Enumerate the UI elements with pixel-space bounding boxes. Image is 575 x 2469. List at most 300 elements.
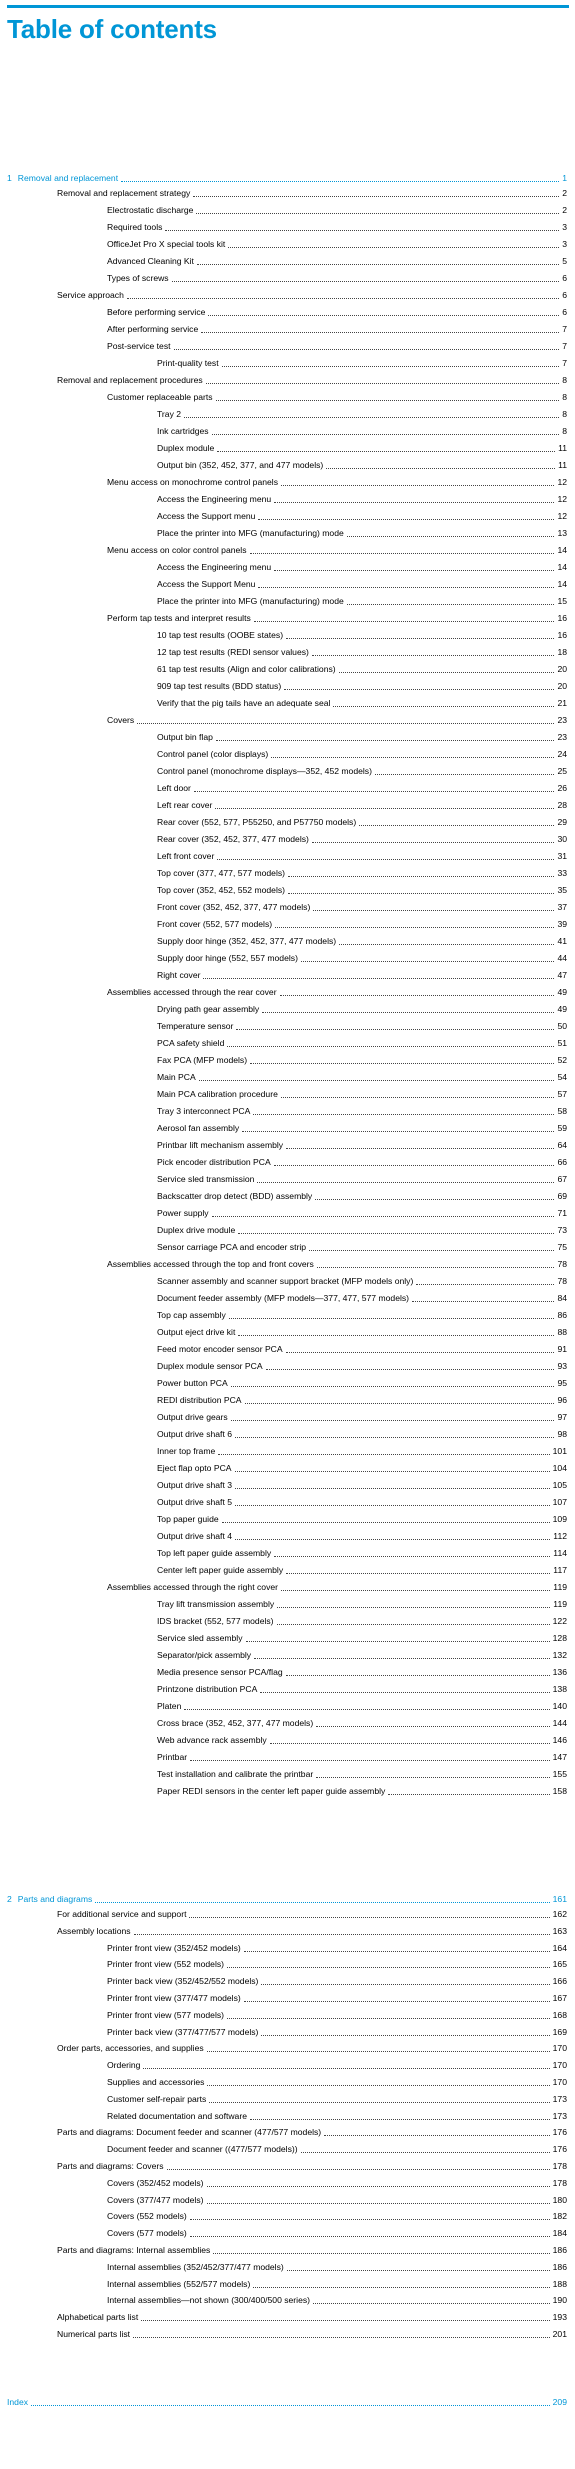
toc-page-number[interactable]: 41: [557, 936, 567, 946]
toc-entry[interactable]: [0, 765, 575, 777]
toc-entry-title[interactable]: Advanced Cleaning Kit: [107, 256, 194, 266]
toc-page-number[interactable]: 20: [557, 664, 567, 674]
toc-entry-title[interactable]: Covers (577 models): [107, 2228, 187, 2239]
toc-entry-title[interactable]: Aerosol fan assembly: [157, 1123, 240, 1133]
toc-page-number[interactable]: 75: [557, 1242, 567, 1252]
toc-entry-title[interactable]: Paper REDI sensors in the center left paper guide assembly: [157, 1786, 386, 1796]
toc-entry-title[interactable]: Access the Support menu: [157, 511, 256, 521]
toc-entry[interactable]: [0, 2227, 575, 2239]
toc-page-number[interactable]: 117: [553, 1565, 567, 1575]
toc-page-number[interactable]: 14: [557, 579, 567, 589]
toc-entry[interactable]: [0, 561, 575, 573]
toc-entry[interactable]: [0, 1564, 575, 1576]
toc-entry[interactable]: [0, 2059, 575, 2071]
toc-entry[interactable]: [0, 442, 575, 454]
toc-entry[interactable]: [0, 833, 575, 845]
toc-entry-title[interactable]: Required tools: [107, 222, 163, 232]
toc-page-number[interactable]: 163: [552, 1925, 567, 1936]
toc-entry[interactable]: [0, 306, 575, 318]
toc-entry-title[interactable]: Covers (552 models): [107, 2211, 187, 2222]
toc-entry-title[interactable]: Verify that the pig tails have an adequate seal: [157, 698, 331, 708]
toc-entry-title[interactable]: Before performing service: [107, 307, 206, 317]
toc-entry-title[interactable]: Service sled assembly: [157, 1633, 243, 1643]
toc-entry-title[interactable]: After performing service: [107, 324, 199, 334]
toc-entry-title[interactable]: Removal and replacement procedures: [57, 375, 203, 385]
toc-page-number[interactable]: 7: [562, 358, 567, 368]
toc-page-number[interactable]: 184: [552, 2228, 567, 2239]
toc-page-number[interactable]: 52: [557, 1055, 567, 1065]
toc-entry-title[interactable]: Top cover (352, 452, 552 models): [157, 885, 286, 895]
toc-page-number[interactable]: 13: [557, 528, 567, 538]
toc-page-number[interactable]: 209: [552, 2397, 567, 2407]
toc-entry-title[interactable]: Output drive shaft 5: [157, 1497, 232, 1507]
toc-page-number[interactable]: 58: [557, 1106, 567, 1116]
toc-entry[interactable]: [0, 578, 575, 590]
toc-entry[interactable]: [0, 884, 575, 896]
toc-page-number[interactable]: 104: [552, 1463, 567, 1473]
toc-entry[interactable]: [0, 2093, 575, 2105]
toc-entry[interactable]: [0, 2076, 575, 2088]
toc-entry-title[interactable]: Parts and diagrams: Internal assemblies: [57, 2245, 211, 2255]
toc-page-number[interactable]: 18: [557, 647, 567, 657]
toc-page-number[interactable]: 144: [552, 1718, 567, 1728]
toc-page-number[interactable]: 170: [552, 2077, 567, 2087]
toc-entry-title[interactable]: Left door: [157, 783, 191, 793]
toc-entry-title[interactable]: Right cover: [157, 970, 201, 980]
toc-entry[interactable]: [0, 2126, 575, 2138]
toc-entry-title[interactable]: Print-quality test: [157, 358, 219, 368]
toc-entry[interactable]: [0, 2210, 575, 2222]
toc-entry[interactable]: [0, 1343, 575, 1355]
toc-entry-title[interactable]: Perform tap tests and interpret results: [107, 613, 251, 623]
toc-page-number[interactable]: 161: [552, 1894, 567, 1904]
toc-entry-title[interactable]: Place the printer into MFG (manufacturing) mode: [157, 528, 344, 538]
toc-page-number[interactable]: 71: [557, 1208, 567, 1218]
toc-page-number[interactable]: 5: [562, 256, 567, 266]
toc-entry[interactable]: [0, 1992, 575, 2004]
toc-entry-title[interactable]: Printbar: [157, 1752, 188, 1762]
toc-entry[interactable]: [0, 1462, 575, 1474]
toc-entry[interactable]: [0, 1785, 575, 1797]
toc-entry[interactable]: [0, 425, 575, 437]
toc-entry-title[interactable]: Printer front view (352/452 models): [107, 1942, 241, 1953]
toc-entry[interactable]: [0, 1139, 575, 1151]
toc-page-number[interactable]: 188: [552, 2278, 567, 2289]
toc-entry-title[interactable]: For additional service and support: [57, 1909, 187, 1919]
toc-entry[interactable]: [0, 1479, 575, 1491]
toc-entry-title[interactable]: Cross brace (352, 452, 377, 477 models): [157, 1718, 314, 1728]
toc-entry[interactable]: [0, 2261, 575, 2273]
toc-entry-title[interactable]: Printer front view (552 models): [107, 1959, 225, 1970]
toc-entry-title[interactable]: Fax PCA (MFP models): [157, 1055, 248, 1065]
toc-entry-title[interactable]: Menu access on color control panels: [107, 545, 247, 555]
toc-entry[interactable]: [0, 1649, 575, 1661]
toc-page-number[interactable]: 136: [552, 1667, 567, 1677]
toc-page-number[interactable]: 114: [553, 1548, 567, 1558]
toc-entry[interactable]: [0, 544, 575, 556]
toc-entry[interactable]: [0, 816, 575, 828]
toc-entry-title[interactable]: Feed motor encoder sensor PCA: [157, 1344, 283, 1354]
toc-entry-title[interactable]: PCA safety shield: [157, 1038, 225, 1048]
toc-entry-title[interactable]: Menu access on monochrome control panels: [107, 477, 279, 487]
toc-page-number[interactable]: 8: [562, 375, 567, 385]
toc-entry[interactable]: [0, 969, 575, 981]
toc-entry[interactable]: [0, 1445, 575, 1457]
toc-page-number[interactable]: 78: [557, 1259, 567, 1269]
toc-entry-title[interactable]: Inner top frame: [157, 1446, 216, 1456]
toc-page-number[interactable]: 14: [557, 545, 567, 555]
toc-entry-title[interactable]: Duplex module: [157, 443, 215, 453]
toc-entry[interactable]: [0, 986, 575, 998]
toc-page-number[interactable]: 6: [562, 273, 567, 283]
toc-page-number[interactable]: 11: [558, 460, 567, 470]
toc-entry[interactable]: [0, 221, 575, 233]
toc-entry-title[interactable]: Parts and diagrams: [17, 1894, 93, 1904]
toc-entry[interactable]: [0, 646, 575, 658]
toc-page-number[interactable]: 39: [557, 919, 567, 929]
toc-page-number[interactable]: 73: [557, 1225, 567, 1235]
toc-entry-title[interactable]: Ordering: [107, 2060, 141, 2071]
toc-entry[interactable]: [0, 204, 575, 216]
toc-page-number[interactable]: 182: [552, 2211, 567, 2222]
toc-page-number[interactable]: 186: [552, 2261, 567, 2272]
toc-page-number[interactable]: 173: [552, 2110, 567, 2121]
toc-entry[interactable]: [0, 697, 575, 709]
toc-entry[interactable]: [0, 357, 575, 369]
toc-entry-title[interactable]: Top cap assembly: [157, 1310, 226, 1320]
toc-entry[interactable]: [0, 2328, 575, 2340]
toc-page-number[interactable]: 8: [562, 392, 567, 402]
toc-entry-title[interactable]: Temperature sensor: [157, 1021, 234, 1031]
toc-entry-title[interactable]: Assembly locations: [57, 1925, 131, 1936]
toc-entry-title[interactable]: Parts and diagrams: Document feeder and scanner (477/577 models): [57, 2127, 322, 2138]
toc-entry[interactable]: [0, 2110, 575, 2122]
toc-entry[interactable]: [0, 748, 575, 760]
toc-page-number[interactable]: 170: [552, 2043, 567, 2054]
toc-entry-title[interactable]: Top left paper guide assembly: [157, 1548, 272, 1558]
toc-entry[interactable]: [0, 1734, 575, 1746]
toc-page-number[interactable]: 3: [562, 239, 567, 249]
toc-entry-title[interactable]: Output bin flap: [157, 732, 213, 742]
toc-entry[interactable]: [0, 1530, 575, 1542]
toc-entry-title[interactable]: Tray 3 interconnect PCA: [157, 1106, 251, 1116]
toc-entry[interactable]: [0, 782, 575, 794]
toc-page-number[interactable]: 147: [552, 1752, 567, 1762]
toc-entry[interactable]: [0, 1925, 575, 1937]
toc-page-number[interactable]: 146: [552, 1735, 567, 1745]
toc-entry[interactable]: [0, 1309, 575, 1321]
toc-entry[interactable]: [0, 1428, 575, 1440]
toc-page-number[interactable]: 178: [552, 2161, 567, 2171]
toc-entry[interactable]: [0, 1105, 575, 1117]
toc-entry-title[interactable]: Pick encoder distribution PCA: [157, 1157, 271, 1167]
toc-page-number[interactable]: 128: [552, 1633, 567, 1643]
toc-entry[interactable]: [0, 1666, 575, 1678]
toc-entry[interactable]: [0, 1190, 575, 1202]
toc-page-number[interactable]: 16: [557, 630, 567, 640]
toc-entry-title[interactable]: Assemblies accessed through the rear cover: [107, 987, 277, 997]
toc-entry[interactable]: [0, 952, 575, 964]
toc-entry[interactable]: [0, 2177, 575, 2189]
toc-entry-title[interactable]: Numerical parts list: [57, 2329, 131, 2339]
toc-entry[interactable]: [0, 1581, 575, 1593]
toc-entry-title[interactable]: Covers (352/452 models): [107, 2177, 204, 2188]
toc-entry[interactable]: [0, 612, 575, 624]
toc-entry-title[interactable]: Power button PCA: [157, 1378, 228, 1388]
toc-page-number[interactable]: 88: [557, 1327, 567, 1337]
toc-entry[interactable]: [0, 799, 575, 811]
toc-entry-title[interactable]: Rear cover (552, 577, P55250, and P57750 models): [157, 817, 357, 827]
toc-page-number[interactable]: 51: [557, 1038, 567, 1048]
toc-page-number[interactable]: 107: [552, 1497, 567, 1507]
toc-entry-title[interactable]: Output drive shaft 4: [157, 1531, 232, 1541]
toc-entry-title[interactable]: Control panel (color displays): [157, 749, 269, 759]
toc-entry-title[interactable]: Backscatter drop detect (BDD) assembly: [157, 1191, 313, 1201]
toc-entry-title[interactable]: Service sled transmission: [157, 1174, 255, 1184]
toc-entry-title[interactable]: Left front cover: [157, 851, 215, 861]
toc-page-number[interactable]: 97: [557, 1412, 567, 1422]
toc-entry[interactable]: [0, 663, 575, 675]
toc-page-number[interactable]: 7: [562, 341, 567, 351]
toc-page-number[interactable]: 7: [562, 324, 567, 334]
toc-page-number[interactable]: 96: [557, 1395, 567, 1405]
toc-page-number[interactable]: 11: [558, 443, 567, 453]
toc-entry[interactable]: [0, 2194, 575, 2206]
toc-page-number[interactable]: 140: [552, 1701, 567, 1711]
toc-entry-title[interactable]: Media presence sensor PCA/flag: [157, 1667, 283, 1677]
toc-entry-title[interactable]: Scanner assembly and scanner support bracket (MFP models only): [157, 1276, 414, 1286]
toc-entry-title[interactable]: Electrostatic discharge: [107, 205, 194, 215]
toc-entry[interactable]: [0, 1207, 575, 1219]
toc-page-number[interactable]: 47: [557, 970, 567, 980]
toc-entry-title[interactable]: Internal assemblies (352/452/377/477 models): [107, 2261, 284, 2272]
toc-entry-title[interactable]: Output bin (352, 452, 377, and 477 models): [157, 460, 324, 470]
toc-page-number[interactable]: 138: [552, 1684, 567, 1694]
toc-entry[interactable]: [0, 1394, 575, 1406]
toc-entry-title[interactable]: Printer front view (377/477 models): [107, 1993, 241, 2003]
toc-entry-title[interactable]: Document feeder and scanner ((477/577 models)): [107, 2144, 298, 2155]
toc-entry-title[interactable]: Supply door hinge (552, 557 models): [157, 953, 298, 963]
toc-entry-title[interactable]: Separator/pick assembly: [157, 1650, 252, 1660]
toc-entry-title[interactable]: Internal assemblies (552/577 models): [107, 2278, 251, 2289]
toc-entry[interactable]: [0, 1496, 575, 1508]
toc-entry-title[interactable]: Internal assemblies—not shown (300/400/500 series): [107, 2295, 311, 2306]
toc-page-number[interactable]: 30: [557, 834, 567, 844]
toc-page-number[interactable]: 26: [557, 783, 567, 793]
toc-entry[interactable]: [0, 1513, 575, 1525]
toc-entry[interactable]: [0, 510, 575, 522]
toc-page-number[interactable]: 180: [552, 2194, 567, 2205]
toc-page-number[interactable]: 167: [552, 1993, 567, 2003]
toc-entry[interactable]: [0, 1751, 575, 1763]
toc-entry-title[interactable]: Access the Support Menu: [157, 579, 256, 589]
toc-page-number[interactable]: 193: [552, 2312, 567, 2323]
toc-entry-title[interactable]: Eject flap opto PCA: [157, 1463, 232, 1473]
toc-page-number[interactable]: 190: [552, 2295, 567, 2306]
toc-page-number[interactable]: 54: [557, 1072, 567, 1082]
toc-page-number[interactable]: 109: [552, 1514, 567, 1524]
toc-entry[interactable]: [0, 1942, 575, 1954]
toc-entry-title[interactable]: 909 tap test results (BDD status): [157, 681, 282, 691]
toc-page-number[interactable]: 170: [552, 2060, 567, 2071]
toc-entry-title[interactable]: Alphabetical parts list: [57, 2312, 139, 2323]
toc-page-number[interactable]: 176: [552, 2144, 567, 2155]
toc-entry[interactable]: [0, 1292, 575, 1304]
toc-entry-title[interactable]: Customer self-repair parts: [107, 2093, 207, 2104]
toc-entry[interactable]: [0, 408, 575, 420]
toc-entry[interactable]: [0, 1547, 575, 1559]
toc-entry-title[interactable]: Printzone distribution PCA: [157, 1684, 258, 1694]
toc-entry-title[interactable]: Main PCA: [157, 1072, 196, 1082]
toc-entry[interactable]: [0, 255, 575, 267]
toc-page-number[interactable]: 28: [557, 800, 567, 810]
toc-entry[interactable]: [0, 867, 575, 879]
toc-entry-title[interactable]: Place the printer into MFG (manufacturing) mode: [157, 596, 344, 606]
toc-page-number[interactable]: 98: [557, 1429, 567, 1439]
toc-entry-title[interactable]: Duplex module sensor PCA: [157, 1361, 263, 1371]
toc-chapter[interactable]: [0, 1893, 575, 1905]
toc-page-number[interactable]: 12: [557, 494, 567, 504]
toc-entry[interactable]: [0, 2026, 575, 2038]
toc-entry-title[interactable]: REDI distribution PCA: [157, 1395, 242, 1405]
toc-entry[interactable]: [0, 238, 575, 250]
toc-entry-title[interactable]: Top cover (377, 477, 577 models): [157, 868, 286, 878]
toc-entry-title[interactable]: Duplex drive module: [157, 1225, 236, 1235]
toc-entry-title[interactable]: Covers (377/477 models): [107, 2194, 204, 2205]
toc-page-number[interactable]: 25: [557, 766, 567, 776]
toc-entry[interactable]: [0, 2160, 575, 2172]
toc-page-number[interactable]: 31: [557, 851, 567, 861]
toc-entry-title[interactable]: Sensor carriage PCA and encoder strip: [157, 1242, 307, 1252]
toc-entry[interactable]: [0, 1975, 575, 1987]
toc-entry[interactable]: [0, 918, 575, 930]
toc-entry[interactable]: [0, 391, 575, 403]
toc-entry-title[interactable]: Related documentation and software: [107, 2110, 247, 2121]
toc-page-number[interactable]: 12: [557, 511, 567, 521]
toc-entry-title[interactable]: Parts and diagrams: Covers: [57, 2161, 164, 2171]
toc-entry[interactable]: [0, 1683, 575, 1695]
toc-entry-title[interactable]: Platen: [157, 1701, 182, 1711]
toc-page-number[interactable]: 59: [557, 1123, 567, 1133]
toc-entry[interactable]: [0, 714, 575, 726]
toc-page-number[interactable]: 168: [552, 2009, 567, 2020]
toc-page-number[interactable]: 1: [562, 173, 567, 183]
toc-entry[interactable]: [0, 1037, 575, 1049]
toc-entry-title[interactable]: IDS bracket (552, 577 models): [157, 1616, 274, 1626]
toc-entry-title[interactable]: Front cover (552, 577 models): [157, 919, 273, 929]
toc-entry[interactable]: [0, 1717, 575, 1729]
toc-page-number[interactable]: 33: [557, 868, 567, 878]
toc-entry[interactable]: [0, 2009, 575, 2021]
toc-entry-title[interactable]: Top paper guide: [157, 1514, 219, 1524]
toc-page-number[interactable]: 101: [552, 1446, 567, 1456]
toc-entry-title[interactable]: Removal and replacement: [17, 173, 119, 183]
toc-page-number[interactable]: 14: [557, 562, 567, 572]
toc-entry-title[interactable]: Document feeder assembly (MFP models—377, 477, 577 models): [157, 1293, 410, 1303]
toc-entry[interactable]: [0, 1326, 575, 1338]
toc-page-number[interactable]: 15: [557, 596, 567, 606]
toc-page-number[interactable]: 86: [557, 1310, 567, 1320]
toc-page-number[interactable]: 6: [562, 290, 567, 300]
toc-page-number[interactable]: 24: [557, 749, 567, 759]
toc-entry[interactable]: [0, 629, 575, 641]
toc-page-number[interactable]: 176: [552, 2127, 567, 2138]
toc-page-number[interactable]: 8: [562, 409, 567, 419]
toc-entry[interactable]: [0, 340, 575, 352]
toc-entry-title[interactable]: Test installation and calibrate the printbar: [157, 1769, 314, 1779]
toc-page-number[interactable]: 132: [552, 1650, 567, 1660]
toc-entry[interactable]: [0, 323, 575, 335]
toc-page-number[interactable]: 162: [552, 1909, 567, 1919]
toc-entry[interactable]: [0, 2244, 575, 2256]
toc-page-number[interactable]: 155: [552, 1769, 567, 1779]
toc-entry-title[interactable]: Control panel (monochrome displays—352, 452 models): [157, 766, 372, 776]
toc-page-number[interactable]: 29: [557, 817, 567, 827]
toc-entry-title[interactable]: Output drive shaft 3: [157, 1480, 232, 1490]
toc-page-number[interactable]: 112: [553, 1531, 567, 1541]
toc-page-number[interactable]: 201: [552, 2329, 567, 2339]
toc-entry-title[interactable]: Assemblies accessed through the right cover: [107, 1582, 279, 1592]
toc-entry-title[interactable]: Supplies and accessories: [107, 2077, 205, 2087]
toc-entry[interactable]: [0, 1122, 575, 1134]
toc-page-number[interactable]: 178: [552, 2177, 567, 2188]
toc-page-number[interactable]: 64: [557, 1140, 567, 1150]
toc-entry-title[interactable]: Front cover (352, 452, 377, 477 models): [157, 902, 311, 912]
toc-entry[interactable]: [0, 2143, 575, 2155]
toc-entry-title[interactable]: Customer replaceable parts: [107, 392, 213, 402]
toc-page-number[interactable]: 44: [557, 953, 567, 963]
toc-entry[interactable]: [0, 2278, 575, 2290]
toc-entry-title[interactable]: 12 tap test results (REDI sensor values): [157, 647, 309, 657]
toc-page-number[interactable]: 3: [562, 222, 567, 232]
toc-page-number[interactable]: 119: [553, 1582, 567, 1592]
toc-page-number[interactable]: 78: [557, 1276, 567, 1286]
toc-entry[interactable]: [0, 1241, 575, 1253]
toc-page-number[interactable]: 122: [552, 1616, 567, 1626]
toc-entry-title[interactable]: Web advance rack assembly: [157, 1735, 267, 1745]
toc-entry[interactable]: [0, 2311, 575, 2323]
toc-entry-title[interactable]: Center left paper guide assembly: [157, 1565, 284, 1575]
toc-entry[interactable]: [0, 935, 575, 947]
toc-entry[interactable]: [0, 1020, 575, 1032]
toc-entry-title[interactable]: Covers: [107, 715, 135, 725]
toc-entry[interactable]: [0, 1908, 575, 1920]
toc-entry[interactable]: [0, 2294, 575, 2306]
toc-entry[interactable]: [0, 459, 575, 471]
toc-page-number[interactable]: 67: [557, 1174, 567, 1184]
toc-page-number[interactable]: 119: [553, 1599, 567, 1609]
toc-page-number[interactable]: 23: [557, 732, 567, 742]
toc-page-number[interactable]: 66: [557, 1157, 567, 1167]
toc-entry[interactable]: [0, 680, 575, 692]
toc-entry-title[interactable]: Ink cartridges: [157, 426, 209, 436]
toc-page-number[interactable]: 37: [557, 902, 567, 912]
toc-page-number[interactable]: 105: [552, 1480, 567, 1490]
toc-entry[interactable]: [0, 1377, 575, 1389]
toc-entry[interactable]: [0, 527, 575, 539]
toc-entry[interactable]: [0, 1768, 575, 1780]
toc-page-number[interactable]: 173: [552, 2093, 567, 2104]
toc-page-number[interactable]: 57: [557, 1089, 567, 1099]
toc-page-number[interactable]: 2: [562, 188, 567, 198]
toc-entry[interactable]: [0, 1173, 575, 1185]
toc-entry-title[interactable]: Service approach: [57, 290, 124, 300]
toc-entry-title[interactable]: Power supply: [157, 1208, 209, 1218]
toc-entry-title[interactable]: Printer back view (352/452/552 models): [107, 1976, 259, 1987]
toc-entry[interactable]: [0, 476, 575, 488]
toc-entry-title[interactable]: Printbar lift mechanism assembly: [157, 1140, 284, 1150]
toc-entry[interactable]: [0, 289, 575, 301]
